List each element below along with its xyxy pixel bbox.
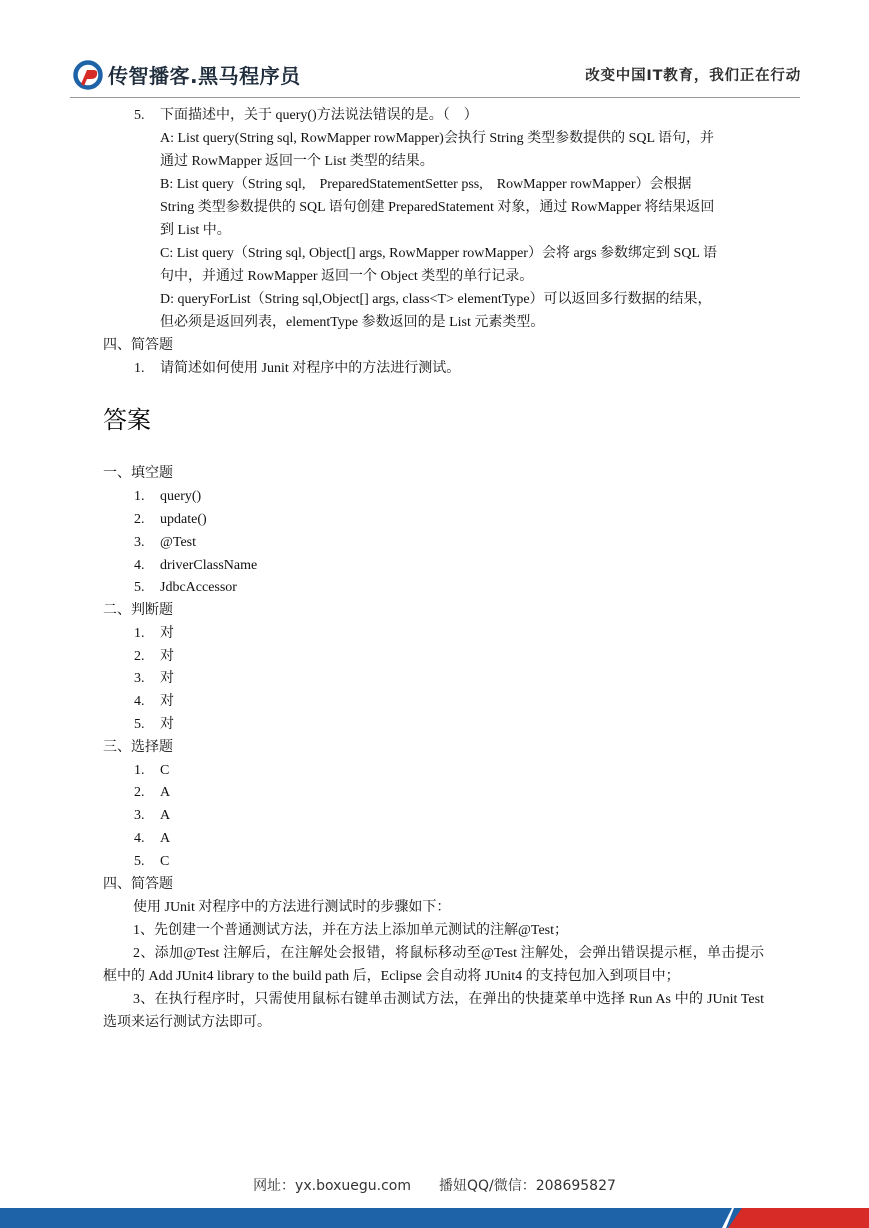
answer-number: 5.	[134, 717, 145, 732]
footer-accent	[728, 1208, 869, 1228]
page-header	[0, 0, 869, 100]
header-divider	[70, 97, 800, 98]
answer-number: 3.	[134, 808, 145, 823]
answer-paragraph: 3、在执行程序时，只需使用鼠标右键单击测试方法，在弹出的快捷菜单中选择 Run As 中的 JUnit Test 选项来运行测试方法即可。	[103, 992, 764, 1030]
option-a-line: 通过 RowMapper 返回一个 List 类型的结果。	[160, 154, 434, 169]
option-b-line: B: List query（String sql, PreparedStatementSetter pss, RowMapper rowMapper）会根据	[160, 177, 692, 192]
option-c-line: 句中，并通过 RowMapper 返回一个 Object 类型的单行记录。	[160, 269, 534, 284]
answer-paragraph: 1、先创建一个普通测试方法，并在方法上添加单元测试的注解@Test；	[133, 923, 569, 938]
brand-logo-icon	[73, 60, 103, 90]
question-stem: 下面描述中，关于 query()方法说法错误的是。（ ）	[160, 108, 478, 123]
answer-text: 对	[160, 649, 174, 664]
answer-text: C	[160, 763, 170, 778]
answer-number: 1.	[134, 763, 145, 778]
answer-text: 对	[160, 717, 174, 732]
answers-heading: 答案	[103, 406, 151, 434]
answer-number: 1.	[134, 626, 145, 641]
section-title: 三、选择题	[103, 740, 173, 755]
question-number: 1.	[134, 361, 145, 376]
option-b-line: String 类型参数提供的 SQL 语句创建 PreparedStatement 对象，通过 RowMapper 将结果返回	[160, 200, 715, 215]
answer-number: 3.	[134, 535, 145, 550]
section-title: 一、填空题	[103, 466, 173, 481]
section-title: 二、判断题	[103, 603, 173, 618]
answer-number: 1.	[134, 489, 145, 504]
section-title: 四、简答题	[103, 338, 173, 353]
answer-number: 2.	[134, 649, 145, 664]
answer-text: A	[160, 808, 171, 823]
question-number: 5.	[134, 108, 145, 123]
option-b-line: 到 List 中。	[160, 223, 231, 238]
option-c-line: C: List query（String sql, Object[] args, RowMapper rowMapper）会将 args 参数绑定到 SQL 语	[160, 246, 717, 261]
answer-number: 4.	[134, 694, 145, 709]
answer-text: 对	[160, 626, 174, 641]
answer-text: 对	[160, 694, 174, 709]
answer-number: 3.	[134, 671, 145, 686]
answer-text: JdbcAccessor	[160, 580, 237, 595]
answer-text: A	[160, 785, 171, 800]
option-d-line: 但必须是返回列表，elementType 参数返回的是 List 元素类型。	[160, 315, 545, 330]
section-title: 四、简答题	[103, 877, 173, 892]
answer-number: 4.	[134, 831, 145, 846]
header-slogan: 改变中国IT教育，我们正在行动	[585, 68, 801, 84]
answer-number: 4.	[134, 558, 145, 573]
option-a-line: A: List query(String sql, RowMapper rowMapper)会执行 String 类型参数提供的 SQL 语句，并	[160, 131, 714, 146]
answer-text: query()	[160, 489, 202, 504]
answer-number: 2.	[134, 512, 145, 527]
answer-text: 对	[160, 671, 174, 686]
answer-text: driverClassName	[160, 558, 258, 573]
answer-text: A	[160, 831, 171, 846]
answer-text: update()	[160, 512, 207, 527]
footer-contact: 网址：yx.boxuegu.com 播妞QQ/微信：208695827	[253, 1178, 616, 1194]
answer-number: 5.	[134, 854, 145, 869]
question-text: 请简述如何使用 Junit 对程序中的方法进行测试。	[160, 361, 461, 376]
brand-name: 传智播客.黑马程序员	[108, 64, 301, 88]
answer-paragraph: 2、添加@Test 注解后，在注解处会报错，将鼠标移动至@Test 注解处，会弹出错误提示框，单击提示框中的 Add JUnit4 library to the build path 后，Eclipse 会自动将 JUnit4 的支持包加入到项目中；	[103, 946, 764, 984]
answer-text: C	[160, 854, 170, 869]
answer-text: @Test	[160, 535, 197, 550]
option-d-line: D: queryForList（String sql,Object[] args, class<T> elementType）可以返回多行数据的结果，	[160, 292, 712, 307]
answer-number: 2.	[134, 785, 145, 800]
answer-number: 5.	[134, 580, 145, 595]
answer-paragraph: 使用 JUnit 对程序中的方法进行测试时的步骤如下：	[133, 900, 451, 915]
